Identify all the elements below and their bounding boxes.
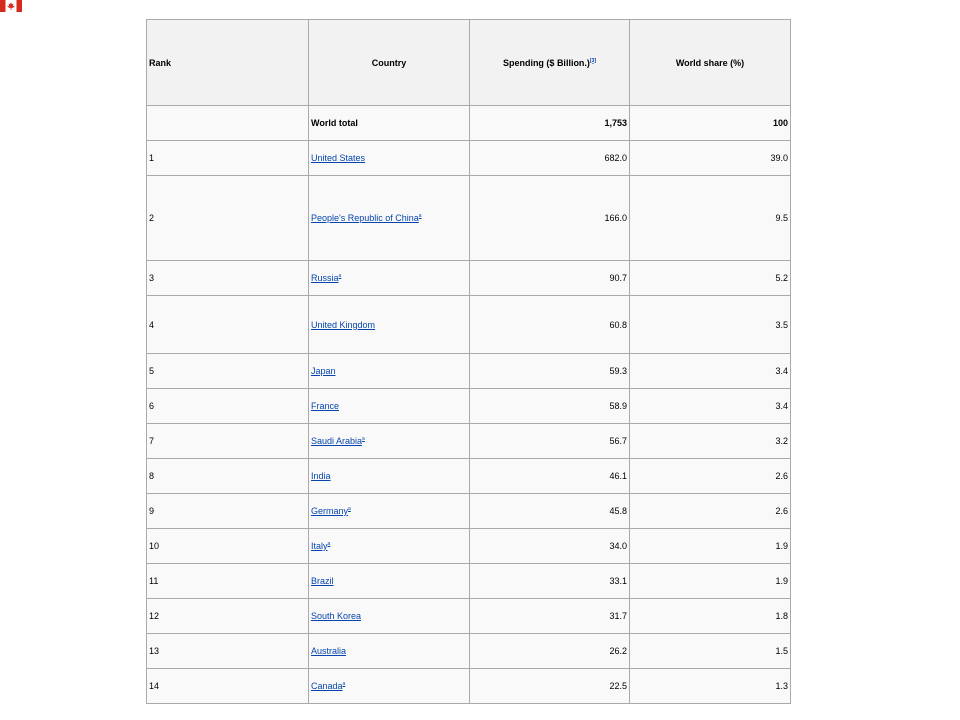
country-note-link[interactable]: a bbox=[338, 273, 342, 279]
share-cell: 3.5 bbox=[630, 296, 791, 354]
spending-header-label: Spending ($ Billion.) bbox=[502, 57, 590, 68]
share-cell: 1.3 bbox=[630, 669, 791, 704]
share-cell: 3.4 bbox=[630, 354, 791, 389]
table-row bbox=[147, 296, 791, 354]
country-cell bbox=[309, 564, 470, 599]
rank-cell: 4 bbox=[147, 296, 309, 354]
country-note bbox=[328, 541, 331, 547]
rank-cell: 14 bbox=[147, 669, 309, 704]
table-row bbox=[147, 389, 791, 424]
table-row bbox=[147, 354, 791, 389]
country-link[interactable]: Saudi Arabia bbox=[311, 436, 363, 446]
country-cell bbox=[309, 599, 470, 634]
country-link[interactable]: United States bbox=[311, 153, 366, 163]
country-note-link[interactable]: a bbox=[348, 506, 351, 512]
table-row bbox=[147, 634, 791, 669]
country-cell bbox=[309, 669, 470, 704]
spending-cell: 166.0 bbox=[470, 176, 630, 261]
spending-cell: 90.7 bbox=[470, 261, 630, 296]
country-note bbox=[343, 681, 346, 687]
share-header[interactable]: World share (%) bbox=[630, 20, 791, 106]
country-link[interactable]: France bbox=[311, 401, 340, 411]
spending-header[interactable] bbox=[470, 20, 630, 106]
country-link[interactable]: India bbox=[311, 471, 331, 481]
share-cell: 1.5 bbox=[630, 634, 791, 669]
total-rank-cell bbox=[147, 106, 309, 141]
spending-cell: 34.0 bbox=[470, 529, 630, 564]
country-note bbox=[362, 436, 365, 442]
spending-cell: 60.8 bbox=[470, 296, 630, 354]
country-link[interactable]: Germany bbox=[311, 506, 349, 516]
canada-flag-icon bbox=[0, 0, 22, 12]
world-total-share: 100 bbox=[630, 106, 791, 141]
world-total-label: World total bbox=[309, 106, 470, 141]
spending-cell: 33.1 bbox=[470, 564, 630, 599]
country-note-link[interactable]: a bbox=[327, 541, 331, 547]
share-cell: 2.6 bbox=[630, 459, 791, 494]
table-row bbox=[147, 141, 791, 176]
table-row bbox=[147, 494, 791, 529]
table-row bbox=[147, 459, 791, 494]
spending-reference-link[interactable]: [3] bbox=[589, 57, 597, 64]
rank-cell: 5 bbox=[147, 354, 309, 389]
rank-cell: 13 bbox=[147, 634, 309, 669]
country-link[interactable]: Japan bbox=[311, 366, 336, 376]
share-cell: 2.6 bbox=[630, 494, 791, 529]
country-header[interactable]: Country bbox=[309, 20, 470, 106]
country-note-link[interactable]: a bbox=[362, 436, 365, 442]
rank-header[interactable]: Rank bbox=[147, 20, 309, 106]
world-total-spending: 1,753 bbox=[470, 106, 630, 141]
country-link[interactable]: People's Republic of China bbox=[311, 213, 419, 223]
spending-cell: 46.1 bbox=[470, 459, 630, 494]
rank-cell: 7 bbox=[147, 424, 309, 459]
rank-cell: 9 bbox=[147, 494, 309, 529]
table-row bbox=[147, 261, 791, 296]
country-cell bbox=[309, 529, 470, 564]
rank-cell: 6 bbox=[147, 389, 309, 424]
country-cell bbox=[309, 176, 470, 261]
table-row bbox=[147, 564, 791, 599]
country-cell bbox=[309, 494, 470, 529]
country-note-link[interactable]: a bbox=[418, 213, 422, 219]
country-cell bbox=[309, 261, 470, 296]
country-cell bbox=[309, 354, 470, 389]
share-cell: 5.2 bbox=[630, 261, 791, 296]
country-note bbox=[419, 213, 422, 219]
country-cell bbox=[309, 634, 470, 669]
rank-cell: 10 bbox=[147, 529, 309, 564]
spending-cell: 58.9 bbox=[470, 389, 630, 424]
spending-cell: 31.7 bbox=[470, 599, 630, 634]
share-cell: 1.8 bbox=[630, 599, 791, 634]
spending-reference bbox=[590, 58, 596, 64]
spending-cell: 59.3 bbox=[470, 354, 630, 389]
country-cell bbox=[309, 459, 470, 494]
country-cell bbox=[309, 389, 470, 424]
rank-cell: 12 bbox=[147, 599, 309, 634]
spending-cell: 22.5 bbox=[470, 669, 630, 704]
spending-cell: 56.7 bbox=[470, 424, 630, 459]
country-link[interactable]: South Korea bbox=[311, 611, 362, 621]
rank-cell: 3 bbox=[147, 261, 309, 296]
rank-cell: 2 bbox=[147, 176, 309, 261]
country-cell bbox=[309, 296, 470, 354]
share-cell: 9.5 bbox=[630, 176, 791, 261]
table-row bbox=[147, 529, 791, 564]
rank-cell: 1 bbox=[147, 141, 309, 176]
spending-cell: 26.2 bbox=[470, 634, 630, 669]
share-cell: 3.4 bbox=[630, 389, 791, 424]
table-row bbox=[147, 176, 791, 261]
military-spending-table bbox=[146, 19, 791, 704]
world-total-row bbox=[147, 106, 791, 141]
share-cell: 1.9 bbox=[630, 564, 791, 599]
share-cell: 3.2 bbox=[630, 424, 791, 459]
country-note-link[interactable]: a bbox=[342, 681, 346, 687]
table-row bbox=[147, 599, 791, 634]
country-cell bbox=[309, 141, 470, 176]
rank-cell: 8 bbox=[147, 459, 309, 494]
country-note bbox=[348, 506, 351, 512]
rank-cell: 11 bbox=[147, 564, 309, 599]
country-link[interactable]: Brazil bbox=[311, 576, 334, 586]
country-link[interactable]: Australia bbox=[311, 646, 347, 656]
country-link[interactable]: United Kingdom bbox=[311, 319, 376, 330]
country-link[interactable]: Canada bbox=[311, 681, 343, 691]
spending-cell: 682.0 bbox=[470, 141, 630, 176]
country-link[interactable]: Russia bbox=[311, 273, 339, 283]
country-note bbox=[339, 273, 342, 279]
country-cell bbox=[309, 424, 470, 459]
table-row bbox=[147, 669, 791, 704]
share-cell: 1.9 bbox=[630, 529, 791, 564]
spending-cell: 45.8 bbox=[470, 494, 630, 529]
country-link[interactable]: Italy bbox=[311, 541, 328, 551]
table-header-row bbox=[147, 20, 791, 106]
table-row bbox=[147, 424, 791, 459]
share-cell: 39.0 bbox=[630, 141, 791, 176]
